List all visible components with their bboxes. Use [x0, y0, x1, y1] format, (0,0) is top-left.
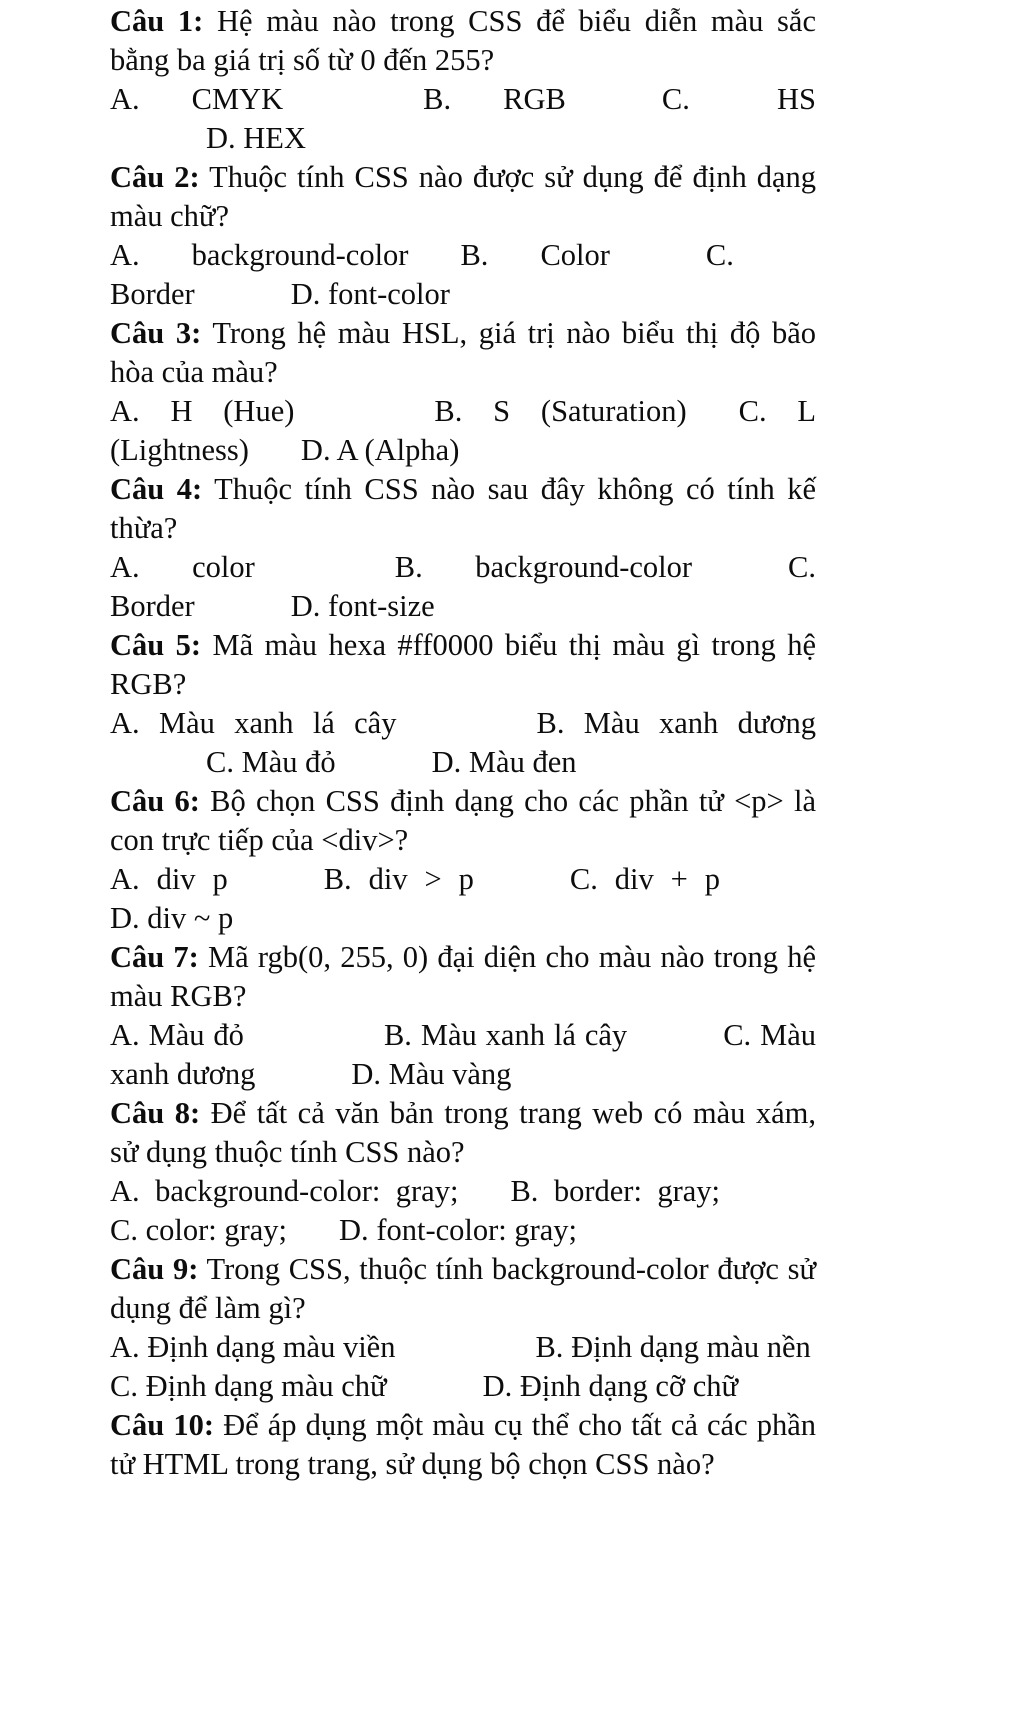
option-6-A[interactable]	[110, 862, 228, 896]
option-1-C[interactable]	[662, 82, 816, 116]
question-label-9: Câu 9:	[110, 1252, 199, 1286]
option-text: color: gray;	[145, 1213, 288, 1247]
option-key: A.	[110, 550, 140, 584]
option-key: D.	[431, 745, 462, 779]
option-key: B.	[460, 238, 489, 272]
option-key: D.	[290, 589, 321, 623]
question-block-1	[110, 2, 816, 80]
option-6-D[interactable]	[110, 901, 233, 935]
option-2-B[interactable]	[460, 238, 609, 272]
question-block-4	[110, 470, 816, 548]
option-key: C.	[661, 82, 690, 116]
option-key: A.	[110, 862, 140, 896]
options-block-6	[110, 860, 816, 938]
question-stem-4: Thuộc tính CSS nào sau đây không có tính kế thừa?	[110, 472, 816, 545]
option-key: C.	[206, 745, 234, 779]
option-text: background-color	[475, 550, 693, 584]
option-6-B[interactable]	[324, 862, 474, 896]
option-text: div ~ p	[147, 901, 234, 935]
options-block-7	[110, 1016, 816, 1094]
question-block-2	[110, 158, 816, 236]
options-block-2	[110, 236, 816, 314]
question-stem-10: Để áp dụng một màu cụ thể cho tất cả các phần tử HTML trong trang, sử dụng bộ chọn CSS nào?	[110, 1408, 817, 1481]
option-key: B.	[383, 1018, 412, 1052]
options-block-9-cd	[110, 1367, 816, 1406]
option-text: Màu xanh dương	[110, 1018, 817, 1091]
option-8-B[interactable]	[510, 1174, 720, 1208]
option-text: Color	[540, 238, 610, 272]
option-5-A[interactable]	[110, 706, 396, 740]
option-2-A[interactable]	[110, 238, 408, 272]
option-key: A.	[110, 394, 140, 428]
option-7-A[interactable]	[110, 1018, 244, 1052]
option-text: Màu đen	[468, 745, 577, 779]
option-8-C[interactable]	[110, 1213, 287, 1247]
option-text: CMYK	[191, 82, 284, 116]
options-block-5	[110, 704, 816, 782]
option-5-B[interactable]	[536, 706, 816, 740]
option-text: Màu xanh lá cây	[158, 706, 397, 740]
option-text: div + p	[614, 862, 720, 896]
option-7-D[interactable]	[351, 1057, 511, 1091]
question-block-8	[110, 1094, 816, 1172]
question-stem-7: Mã rgb(0, 255, 0) đại diện cho màu nào trong hệ màu RGB?	[110, 940, 816, 1013]
option-1-B[interactable]	[423, 82, 566, 116]
question-label-2: Câu 2:	[110, 160, 200, 194]
option-text: font-color	[327, 277, 450, 311]
question-stem-5: Mã màu hexa #ff0000 biểu thị màu gì trong hệ RGB?	[110, 628, 816, 701]
option-text: background-color	[191, 238, 409, 272]
option-3-D[interactable]	[301, 433, 459, 467]
option-key: D.	[351, 1057, 381, 1091]
option-text: Màu xanh dương	[583, 706, 817, 740]
option-9-B[interactable]	[535, 1330, 810, 1364]
question-label-7: Câu 7:	[110, 940, 199, 974]
question-block-3	[110, 314, 816, 392]
option-9-C[interactable]	[110, 1369, 387, 1403]
option-text: div p	[156, 862, 228, 896]
option-key: A.	[110, 238, 140, 272]
question-label-3: Câu 3:	[110, 316, 202, 350]
option-1-D[interactable]	[206, 121, 306, 155]
options-block-4	[110, 548, 816, 626]
option-key: D.	[339, 1213, 369, 1247]
question-block-5	[110, 626, 816, 704]
question-block-9	[110, 1250, 816, 1328]
option-key: B.	[323, 862, 352, 896]
option-text: L (Lightness)	[110, 394, 817, 467]
option-text: H (Hue)	[170, 394, 295, 428]
question-label-10: Câu 10:	[110, 1408, 214, 1442]
question-label-8: Câu 8:	[110, 1096, 201, 1130]
option-key: D.	[482, 1369, 513, 1403]
option-key: D.	[110, 901, 140, 935]
option-4-A[interactable]	[110, 550, 255, 584]
option-text: Định dạng màu nền	[571, 1330, 811, 1364]
option-4-B[interactable]	[395, 550, 692, 584]
option-8-D[interactable]	[339, 1213, 577, 1247]
option-9-D[interactable]	[483, 1369, 738, 1403]
option-text: Màu đỏ	[148, 1018, 244, 1052]
question-stem-9: Trong CSS, thuộc tính background-color được sử dụng để làm gì?	[110, 1252, 816, 1325]
options-block-1	[110, 80, 816, 158]
option-key: C.	[110, 1213, 138, 1247]
option-text: A (Alpha)	[336, 433, 460, 467]
option-key: B.	[536, 706, 565, 740]
option-text: font-size	[327, 589, 435, 623]
option-text: Màu vàng	[388, 1057, 512, 1091]
option-key: B.	[535, 1330, 564, 1364]
option-text: Border	[110, 589, 195, 623]
question-stem-3: Trong hệ màu HSL, giá trị nào biểu thị độ bão hòa của màu?	[110, 316, 816, 389]
question-stem-8: Để tất cả văn bản trong trang web có màu xám, sử dụng thuộc tính CSS nào?	[110, 1096, 817, 1169]
quiz-content	[110, 2, 816, 1484]
option-text: div > p	[368, 862, 474, 896]
option-9-A[interactable]	[110, 1330, 395, 1364]
option-key: A.	[110, 1018, 140, 1052]
option-text: S (Saturation)	[493, 394, 687, 428]
option-key: B.	[394, 550, 423, 584]
question-block-10	[110, 1406, 816, 1484]
option-text: Định dạng cỡ chữ	[519, 1369, 739, 1403]
option-text: HEX	[243, 121, 306, 155]
option-1-A[interactable]	[110, 82, 283, 116]
option-text: font-color: gray;	[376, 1213, 578, 1247]
option-key: C.	[569, 862, 598, 896]
option-6-C[interactable]	[570, 862, 720, 896]
option-text: Border	[110, 277, 195, 311]
options-block-8	[110, 1172, 816, 1250]
option-4-D[interactable]	[291, 589, 435, 623]
question-label-1: Câu 1:	[110, 4, 204, 38]
question-label-6: Câu 6:	[110, 784, 200, 818]
option-text: color	[192, 550, 255, 584]
question-stem-6: Bộ chọn CSS định dạng cho các phần tử <p> là con trực tiếp của <div>?	[110, 784, 817, 857]
option-text: Màu đỏ	[241, 745, 336, 779]
option-key: B.	[510, 1174, 539, 1208]
option-text: RGB	[503, 82, 566, 116]
option-text: border: gray;	[553, 1174, 721, 1208]
option-key: A.	[110, 1174, 140, 1208]
option-key: A.	[110, 1330, 140, 1364]
option-text: background-color: gray;	[155, 1174, 459, 1208]
question-stem-2: Thuộc tính CSS nào được sử dụng để định dạng màu chữ?	[110, 160, 816, 233]
option-text: HS	[777, 82, 816, 116]
option-text: Định dạng màu chữ	[145, 1369, 387, 1403]
option-key: D.	[300, 433, 331, 467]
option-3-B[interactable]	[434, 394, 686, 428]
question-label-5: Câu 5:	[110, 628, 202, 662]
option-text: Màu xanh lá cây	[420, 1018, 628, 1052]
option-text: Định dạng màu viền	[147, 1330, 396, 1364]
option-2-D[interactable]	[291, 277, 450, 311]
option-8-A[interactable]	[110, 1174, 458, 1208]
option-key: B.	[434, 394, 463, 428]
option-key: C.	[705, 238, 734, 272]
question-label-4: Câu 4:	[110, 472, 203, 506]
question-block-6	[110, 782, 816, 860]
option-key: D.	[290, 277, 321, 311]
option-3-A[interactable]	[110, 394, 294, 428]
option-key: A.	[110, 82, 140, 116]
option-5-C[interactable]	[206, 745, 336, 779]
option-key: B.	[423, 82, 452, 116]
option-key: C.	[738, 394, 767, 428]
option-7-B[interactable]	[384, 1018, 627, 1052]
question-block-7	[110, 938, 816, 1016]
option-key: C.	[788, 550, 817, 584]
options-block-3	[110, 392, 816, 470]
option-key: C.	[723, 1018, 752, 1052]
option-5-D[interactable]	[432, 745, 577, 779]
question-stem-1: Hệ màu nào trong CSS để biểu diễn màu sắc bằng ba giá trị số từ 0 đến 255?	[110, 4, 816, 77]
option-key: C.	[110, 1369, 138, 1403]
options-block-9-ab	[110, 1328, 816, 1367]
option-key: A.	[110, 706, 140, 740]
option-key: D.	[206, 121, 236, 155]
